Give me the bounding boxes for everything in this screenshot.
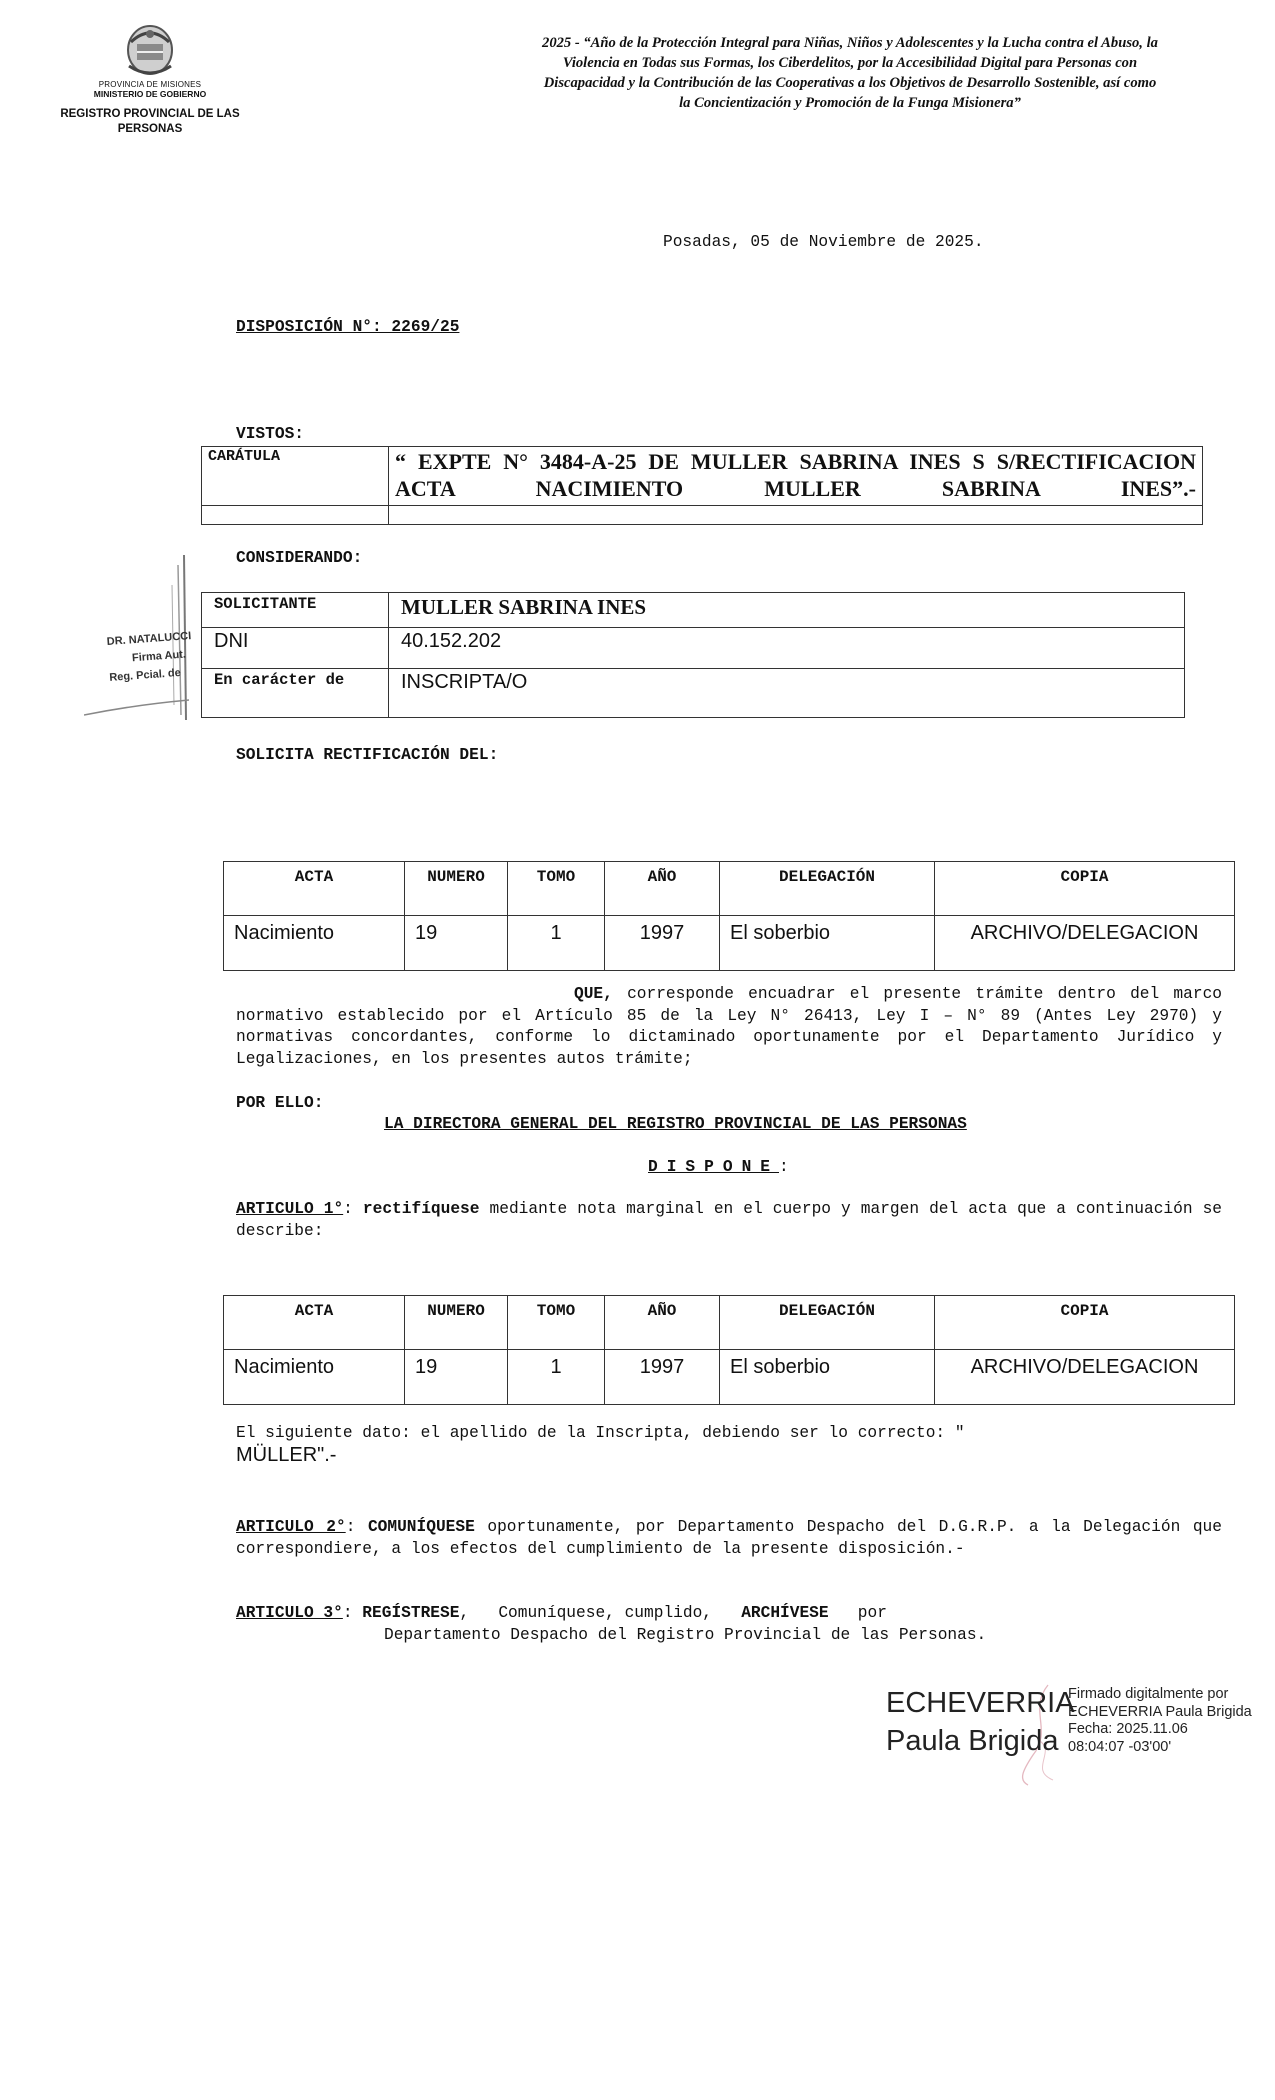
article-3-text-1: Comuníquese, cumplido, bbox=[498, 1604, 713, 1622]
caracter-label: En carácter de bbox=[202, 669, 389, 718]
caratula-label: CARÁTULA bbox=[202, 447, 389, 506]
disposicion-title: DISPOSICIÓN N°: 2269/25 bbox=[236, 318, 460, 336]
stamp-line: DR. NATALUCCI bbox=[106, 630, 192, 648]
directora-heading: LA DIRECTORA GENERAL DEL REGISTRO PROVINCIAL DE LAS PERSONAS bbox=[384, 1115, 967, 1133]
article-3-line-2: Departamento Despacho del Registro Provincial de las Personas. bbox=[384, 1625, 987, 1644]
signer-surname: ECHEVERRIA bbox=[886, 1687, 1075, 1719]
acta-table bbox=[223, 861, 1235, 971]
table-cell: Nacimiento bbox=[224, 1350, 405, 1405]
solicitante-value: MULLER SABRINA INES bbox=[389, 593, 1185, 628]
column-header: NUMERO bbox=[405, 1296, 508, 1350]
dni-value: 40.152.202 bbox=[389, 628, 1185, 669]
solicitante-table bbox=[201, 592, 1185, 718]
signature-name bbox=[886, 1684, 1075, 1760]
article-2-label: ARTICULO 2° bbox=[236, 1518, 346, 1536]
caratula-empty-cell bbox=[202, 506, 389, 525]
signature-detail: 08:04:07 -03'00' bbox=[1068, 1738, 1172, 1755]
table-cell: 1 bbox=[508, 916, 605, 971]
logo-province-text: PROVINCIA DE MISIONES bbox=[98, 80, 202, 89]
digital-signature-details bbox=[1068, 1686, 1252, 1756]
caratula-text: “ EXPTE N° 3484-A-25 DE MULLER SABRINA INES S S/RECTIFICACION ACTA NACIMIENTO MULLER SABRINA INES”.- bbox=[389, 447, 1203, 506]
considerando-heading: CONSIDERANDO: bbox=[236, 549, 363, 567]
ministry-logo bbox=[60, 22, 240, 137]
article-3-text-2: por bbox=[857, 1604, 887, 1622]
column-header: AÑO bbox=[605, 1296, 720, 1350]
logo-registry-text: REGISTRO PROVINCIAL DE LAS PERSONAS bbox=[60, 108, 240, 135]
table-cell: ARCHIVO/DELEGACION bbox=[935, 916, 1235, 971]
article-1-label: ARTICULO 1° bbox=[236, 1200, 344, 1218]
column-header: COPIA bbox=[935, 862, 1235, 916]
solicitante-label: SOLICITANTE bbox=[202, 593, 389, 628]
article-3-verb-1: REGÍSTRESE bbox=[362, 1604, 460, 1622]
column-header: TOMO bbox=[508, 1296, 605, 1350]
article-3-label: ARTICULO 3° bbox=[236, 1604, 343, 1622]
table-cell: 19 bbox=[405, 1350, 508, 1405]
table-cell: 1997 bbox=[605, 1350, 720, 1405]
caratula-empty-cell bbox=[389, 506, 1203, 525]
signature-detail: Firmado digitalmente por bbox=[1068, 1686, 1229, 1702]
table-cell: Nacimiento bbox=[224, 916, 405, 971]
column-header: TOMO bbox=[508, 862, 605, 916]
stamp-line: Reg. Pcial. de bbox=[108, 666, 182, 684]
column-header: DELEGACIÓN bbox=[720, 862, 935, 916]
article-3-line-1: ARTICULO 3°: REGÍSTRESE, Comuníquese, cumplido, ARCHÍVESE por bbox=[236, 1604, 887, 1622]
stamp-text bbox=[106, 627, 194, 687]
article-1-verb: rectifíquese bbox=[362, 1200, 480, 1218]
solicita-heading: SOLICITA RECTIFICACIÓN DEL: bbox=[236, 746, 499, 764]
table-cell: 1997 bbox=[605, 916, 720, 971]
dispone-heading: DISPONE: bbox=[648, 1158, 789, 1176]
table-cell: ARCHIVO/DELEGACION bbox=[935, 1350, 1235, 1405]
signature-detail: Fecha: 2025.11.06 bbox=[1068, 1721, 1188, 1737]
article-2: ARTICULO 2°: COMUNÍQUESE oportunamente, por Departamento Despacho del D.G.R.P. a la Delegación que correspondiere, a los efectos del cumplimiento de la presente disposición.- bbox=[236, 1518, 1222, 1558]
article-2-verb: COMUNÍQUESE bbox=[367, 1518, 475, 1536]
article-1-text: mediante nota marginal en el cuerpo y margen del acta que a continuación se describe: bbox=[236, 1200, 1223, 1240]
year-motto: 2025 - “Año de la Protección Integral para Niñas, Niños y Adolescentes y la Lucha contra el Abuso, la Violencia en Todas sus Formas, los Ciberdelitos, por la Accesibilidad Digital para Personas con Discapacidad y la Contribución de las Cooperativas a los Objetivos de Desarrollo Sostenible, así como la Concientización y Promoción de la Funga Misionera” bbox=[542, 35, 1158, 111]
que-lead: QUE, bbox=[574, 985, 613, 1003]
table-cell: El soberbio bbox=[720, 916, 935, 971]
que-paragraph bbox=[236, 984, 1222, 1070]
column-header: ACTA bbox=[224, 1296, 405, 1350]
caracter-value: INSCRIPTA/O bbox=[389, 669, 1185, 718]
signature-detail: ECHEVERRIA Paula Brigida bbox=[1068, 1703, 1252, 1720]
dni-label: DNI bbox=[202, 628, 389, 669]
que-text: corresponde encuadrar el presente trámite dentro del marco normativo establecido por el Artículo 85 de la Ley N° 26413, Ley I – N° 89 (Antes Ley 2970) y normativas concordantes, conforme lo dictaminado oportunamente por el Departamento Jurídico y Legalizaciones, en los presentes autos trámite; bbox=[236, 985, 1222, 1068]
column-header: DELEGACIÓN bbox=[720, 1296, 935, 1350]
dato-text: El siguiente dato: el apellido de la Inscripta, debiendo ser lo correcto: " bbox=[236, 1424, 965, 1442]
article-1: ARTICULO 1°: rectifíquese mediante nota marginal en el cuerpo y margen del acta que a continuación se describe: bbox=[236, 1200, 1223, 1240]
column-header: COPIA bbox=[935, 1296, 1235, 1350]
date-line: Posadas, 05 de Noviembre de 2025. bbox=[663, 233, 984, 251]
caratula-table bbox=[201, 446, 1203, 525]
dato-paragraph bbox=[236, 1423, 1230, 1468]
article-3-verb-2: ARCHÍVESE bbox=[741, 1604, 829, 1622]
article-2-text: oportunamente, por Departamento Despacho del D.G.R.P. a la Delegación que correspondiere, a los efectos del cumplimiento de la presente disposición.- bbox=[236, 1518, 1222, 1558]
column-header: NUMERO bbox=[405, 862, 508, 916]
acta-table bbox=[223, 1295, 1235, 1405]
coat-of-arms-icon bbox=[115, 22, 185, 80]
article-3 bbox=[236, 1603, 1222, 1646]
table-cell: 19 bbox=[405, 916, 508, 971]
vistos-heading: VISTOS: bbox=[236, 425, 304, 443]
stamp-line: Firma Aut. bbox=[131, 648, 187, 665]
column-header: ACTA bbox=[224, 862, 405, 916]
table-cell: El soberbio bbox=[720, 1350, 935, 1405]
column-header: AÑO bbox=[605, 862, 720, 916]
por-ello-heading: POR ELLO: bbox=[236, 1094, 324, 1112]
table-cell: 1 bbox=[508, 1350, 605, 1405]
dato-value: MÜLLER".- bbox=[236, 1443, 337, 1466]
signer-given-names: Paula Brigida bbox=[886, 1725, 1059, 1757]
dispone-word: DISPONE bbox=[648, 1158, 779, 1176]
logo-ministry-text: MINISTERIO DE GOBIERNO bbox=[93, 89, 207, 99]
